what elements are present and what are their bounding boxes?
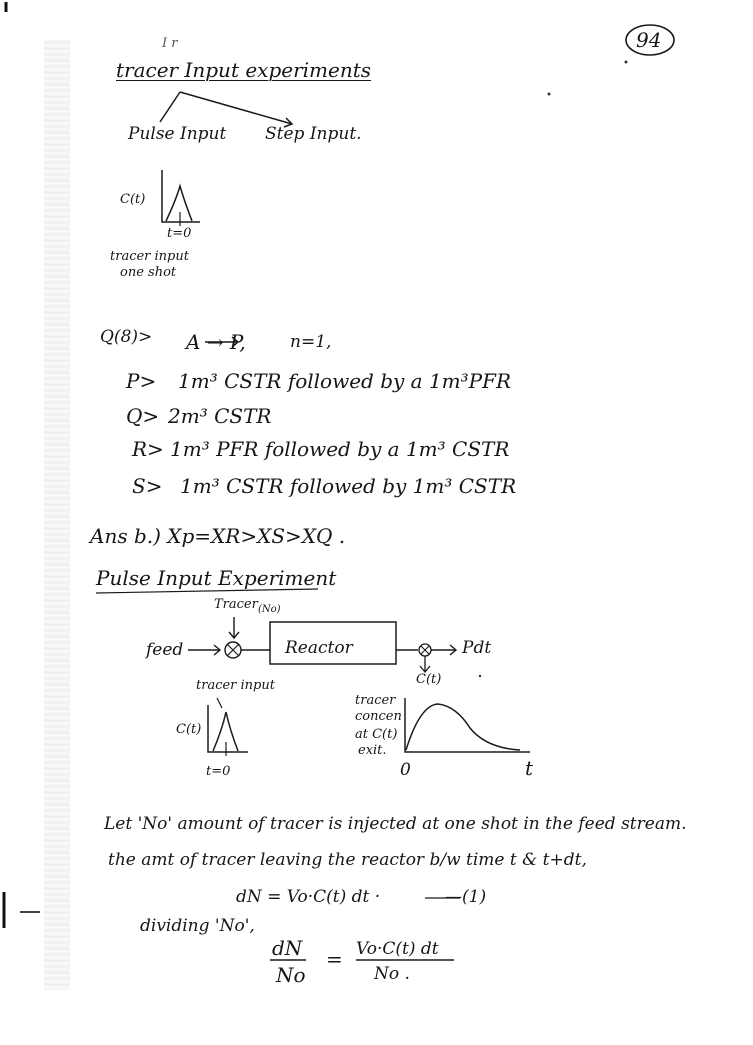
option-text-q: 2m³ CSTR	[168, 404, 272, 428]
question-reaction: A → P,	[186, 330, 246, 354]
graph1-note-line2: one shot	[120, 265, 177, 280]
header-scribble: I r	[162, 36, 178, 51]
equals-sign: =	[326, 947, 343, 971]
product-arrow	[431, 645, 456, 655]
body-line2: the amt of tracer leaving the reactor b/w time t & t+dt,	[108, 850, 587, 870]
sample-cross	[421, 646, 429, 654]
branch-step-input: Step Input.	[265, 124, 362, 144]
fraction-right-numerator: Vo·C(t) dt	[356, 939, 439, 959]
graph1-axes	[162, 170, 200, 222]
graph3-x-origin: 0	[400, 760, 411, 780]
option-label-q: Q>	[126, 404, 160, 428]
tracer-input-label: tracer input	[196, 678, 275, 693]
graph3-x-label: t	[525, 756, 534, 780]
graph3-note-line2: concen	[355, 709, 402, 724]
outlet-label: C(t)	[416, 672, 442, 687]
tracer-label: Tracer	[214, 597, 258, 612]
sample-down-arrow	[420, 656, 430, 672]
fraction-right-denominator: No .	[374, 964, 410, 984]
option-label-r: R>	[132, 437, 164, 461]
graph3-note-line3: at C(t)	[355, 727, 398, 742]
branch-line-left	[160, 92, 180, 122]
fraction-left-denominator: No	[276, 963, 306, 987]
page-number: 94	[636, 28, 662, 52]
tracer-arrow	[229, 617, 239, 638]
answer: Ans b.) Xp=XR>XS>XQ .	[90, 524, 346, 548]
graph2-label-pointer	[217, 698, 222, 708]
graph2-axes	[208, 705, 248, 752]
injection-cross	[227, 644, 239, 656]
equation1: dN = Vo·C(t) dt ·	[236, 887, 381, 907]
branch-pulse-input: Pulse Input	[128, 124, 227, 144]
graph2-x-label: t=0	[206, 764, 231, 779]
graph1-pulse	[166, 186, 192, 221]
page-title: tracer Input experiments	[116, 58, 372, 82]
graph1-note-line1: tracer input	[110, 249, 189, 264]
graph2-y-label: C(t)	[176, 722, 202, 737]
option-text-p: 1m³ CSTR followed by a 1m³PFR	[178, 369, 512, 393]
fraction-left-numerator: dN	[272, 936, 303, 960]
reactor-label: Reactor	[285, 638, 353, 658]
graph3-note-line1: tracer	[355, 693, 396, 708]
option-label-s: S>	[132, 474, 163, 498]
branch-line-right	[180, 92, 292, 124]
question-order: n=1,	[290, 332, 332, 352]
question-label: Q(8)>	[100, 327, 153, 347]
tracer-sub-label: (No)	[258, 604, 281, 615]
feed-label: feed	[146, 640, 184, 660]
feed-arrow	[188, 645, 220, 655]
body-line1: Let 'No' amount of tracer is injected at one shot in the feed stream.	[104, 814, 687, 834]
option-text-s: 1m³ CSTR followed by 1m³ CSTR	[180, 474, 517, 498]
equation1-number: —(1)	[445, 887, 487, 907]
graph1-x-label: t=0	[167, 226, 192, 241]
graph3-note-line4: exit.	[358, 743, 387, 758]
graph1-y-label: C(t)	[120, 192, 146, 207]
graph3-curve	[406, 704, 520, 750]
body-line3: dividing 'No',	[140, 916, 255, 936]
option-text-r: 1m³ PFR followed by a 1m³ CSTR	[170, 437, 510, 461]
section-title: Pulse Input Experiment	[96, 566, 337, 590]
option-label-p: P>	[126, 369, 157, 393]
product-label: Pdt	[462, 638, 492, 658]
